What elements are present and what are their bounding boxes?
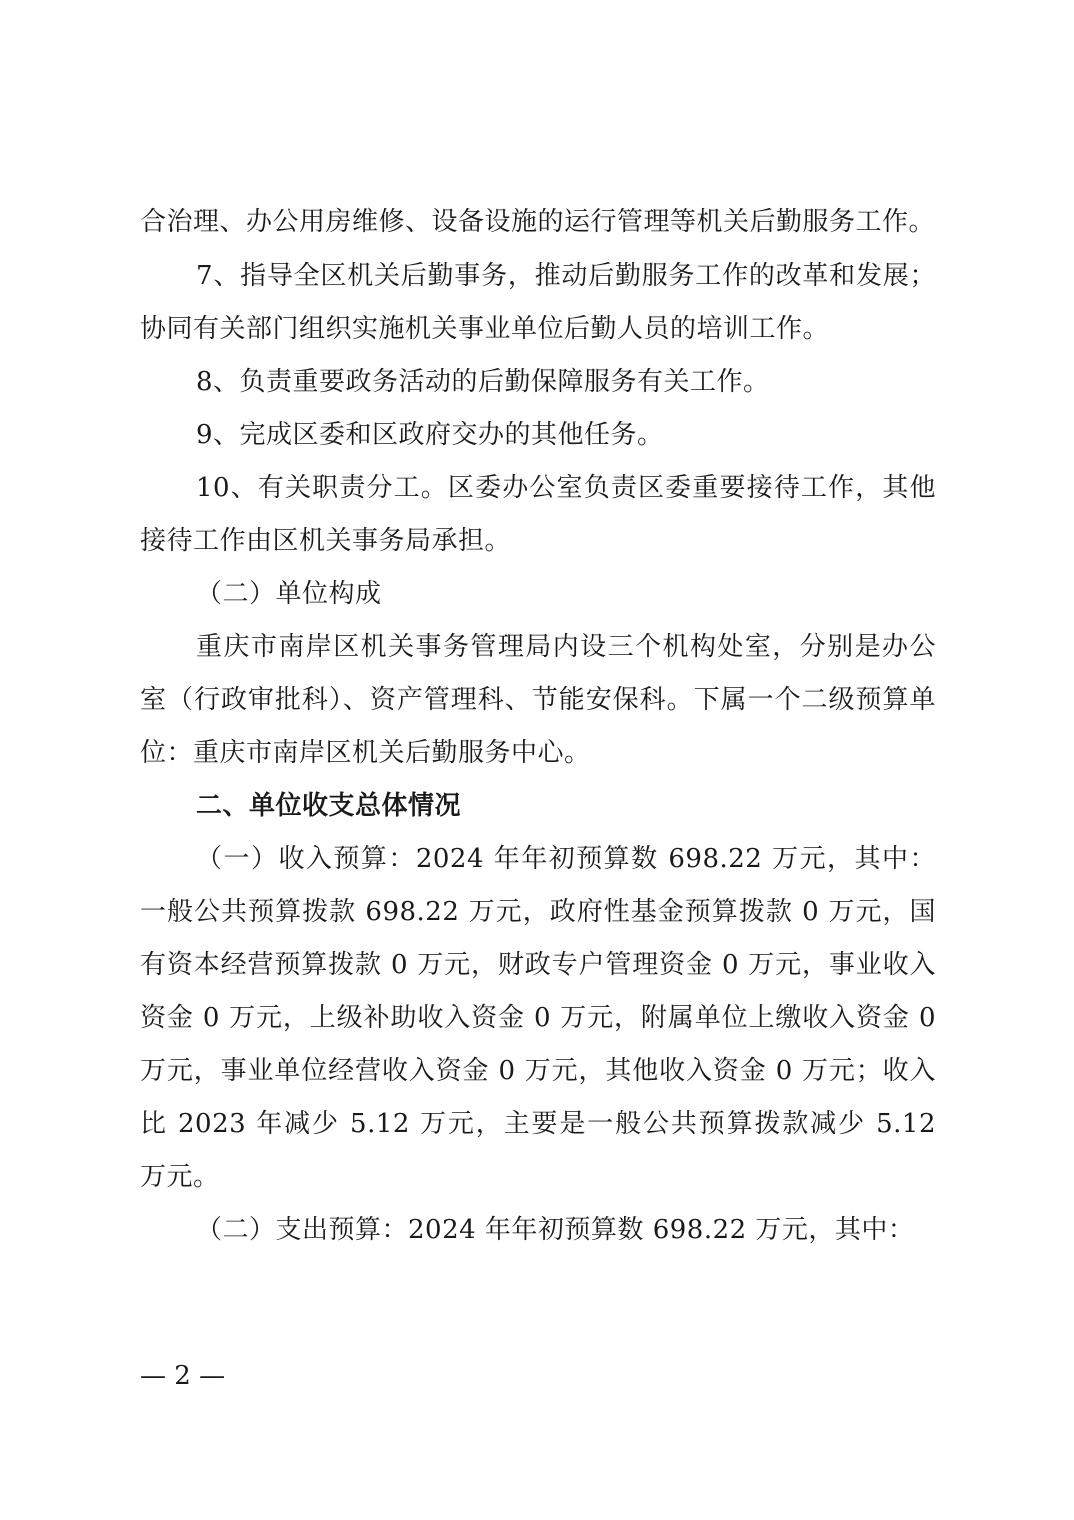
paragraph-continuation: 合治理、办公用房维修、设备设施的运行管理等机关后勤服务工作。: [140, 207, 936, 237]
paragraph-item-8: 8、负责重要政务活动的后勤保障服务有关工作。: [196, 367, 770, 397]
paragraph-unit-composition: 重庆市南岸区机关事务管理局内设三个机构处室，分别是办公室（行政审批科）、资产管理科、节能安保科。下属一个二级预算单位：重庆市南岸区机关后勤服务中心。: [140, 632, 936, 768]
paragraph-item-7: 7、指导全区机关后勤事务，推动后勤服务工作的改革和发展；协同有关部门组织实施机关事业单位后勤人员的培训工作。: [140, 261, 936, 344]
document-body: [140, 196, 936, 1257]
paragraph-item-9: 9、完成区委和区政府交办的其他任务。: [196, 420, 664, 450]
paragraph-expenditure-budget: （二）支出预算：2024 年年初预算数 698.22 万元，其中：: [196, 1215, 915, 1245]
section-heading-unit-composition: （二）单位构成: [196, 579, 382, 609]
paragraph-item-10: 10、有关职责分工。区委办公室负责区委重要接待工作，其他接待工作由区机关事务局承担。: [140, 473, 936, 556]
paragraph-income-budget: （一）收入预算：2024 年年初预算数 698.22 万元，其中：一般公共预算拨款 698.22 万元，政府性基金预算拨款 0 万元，国有资本经营预算拨款 0 万元，财政专户管理资金 0 万元，事业收入资金 0 万元，上级补助收入资金 0 万元，附属单位上缴收入资金 0 万元，事业单位经营收入资金 0 万元，其他收入资金 0 万元；收入比 2023 年减少 5.12 万元，主要是一般公共预算拨款减少 5.12 万元。: [140, 844, 936, 1192]
page-number: — 2 —: [140, 1361, 226, 1391]
section-heading-income-expenditure: 二、单位收支总体情况: [196, 791, 462, 821]
